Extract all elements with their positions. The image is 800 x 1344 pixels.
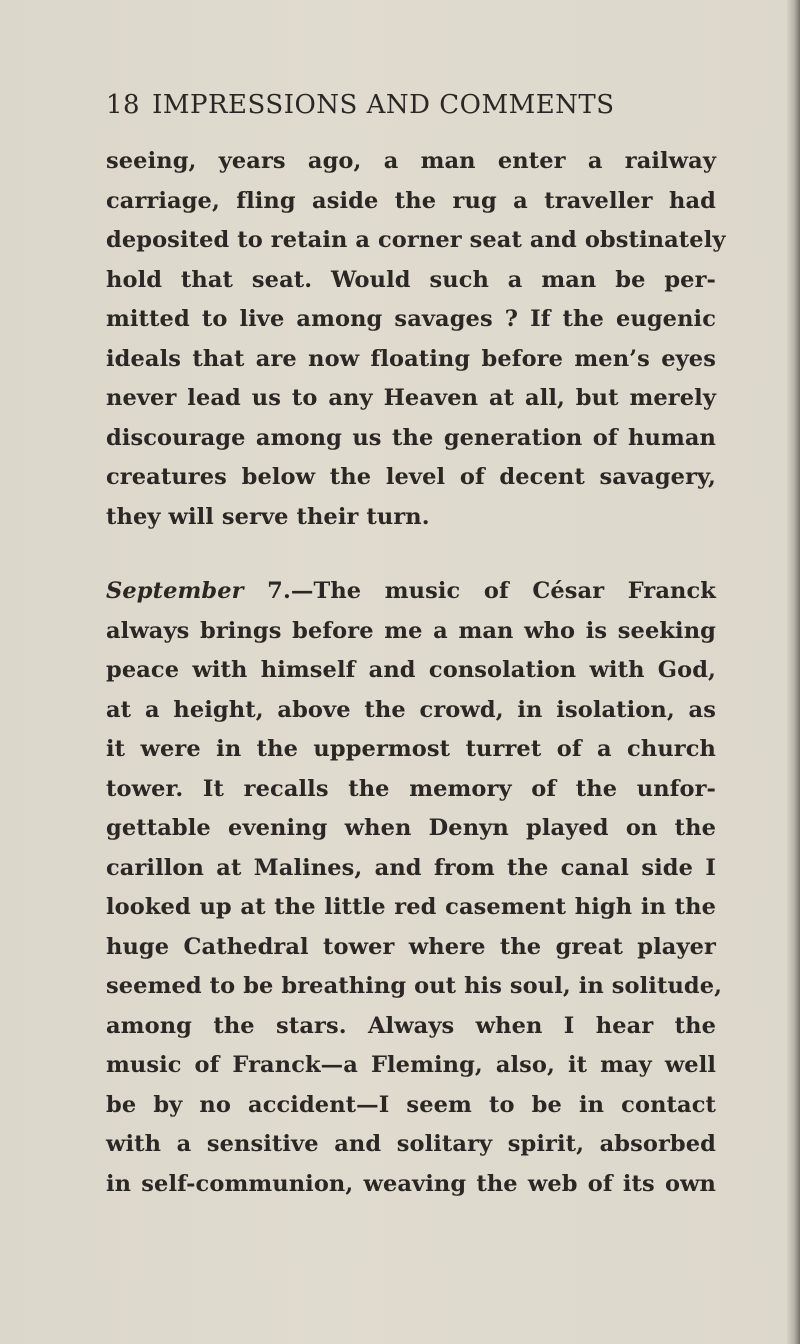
text-line: among the stars. Always when I hear the: [106, 1012, 716, 1039]
text-line: discourage among us the generation of human: [106, 424, 716, 451]
text-line: never lead us to any Heaven at all, but merely: [106, 385, 716, 411]
text-line: peace with himself and consolation with God,: [106, 657, 716, 683]
text-line: music of Franck—a Fleming, also, it may well: [106, 1052, 716, 1078]
running-title: IMPRESSIONS AND COMMENTS: [152, 90, 615, 120]
text-line: huge Cathedral tower where the great player: [106, 933, 716, 960]
text-line: in self-communion, weaving the web of its own: [106, 1170, 716, 1197]
page-number: 18: [106, 90, 141, 120]
text-line: with a sensitive and solitary spirit, absorbed: [106, 1131, 716, 1157]
entry-dateline: September: [106, 578, 244, 604]
text-line: at a height, above the crowd, in isolation, as: [106, 696, 716, 723]
text-line: tower. It recalls the memory of the unfor-: [106, 775, 716, 802]
text-line: mitted to live among savages ? If the eugenic: [106, 306, 716, 332]
text-line: be by no accident—I seem to be in contact: [106, 1091, 716, 1118]
paragraph-2: [106, 572, 723, 1204]
text-line: it were in the uppermost turret of a church: [106, 736, 716, 762]
running-header: [106, 90, 615, 120]
text-line: ideals that are now floating before men’s eyes: [106, 345, 716, 372]
text-line: seemed to be breathing out his soul, in solitude,: [106, 973, 723, 999]
text-line: gettable evening when Denyn played on the: [106, 815, 716, 841]
first-line-text: 7.—The music of César Franck: [243, 578, 716, 604]
text-line-first: [106, 572, 716, 612]
text-line: carillon at Malines, and from the canal side I: [106, 854, 716, 881]
text-line: looked up at the little red casement high in the: [106, 894, 716, 920]
text-line: deposited to retain a corner seat and obstinately: [106, 227, 726, 253]
text-line: creatures below the level of decent savagery,: [106, 464, 716, 490]
text-line: carriage, fling aside the rug a traveller had: [106, 187, 716, 214]
paragraph-1: [106, 142, 726, 537]
page-edge-shadow: [786, 0, 800, 1344]
text-line: they will serve their turn.: [106, 503, 430, 530]
text-line: hold that seat. Would such a man be per-: [106, 266, 716, 293]
text-line: always brings before me a man who is seeking: [106, 617, 716, 644]
text-line: seeing, years ago, a man enter a railway: [106, 148, 716, 174]
